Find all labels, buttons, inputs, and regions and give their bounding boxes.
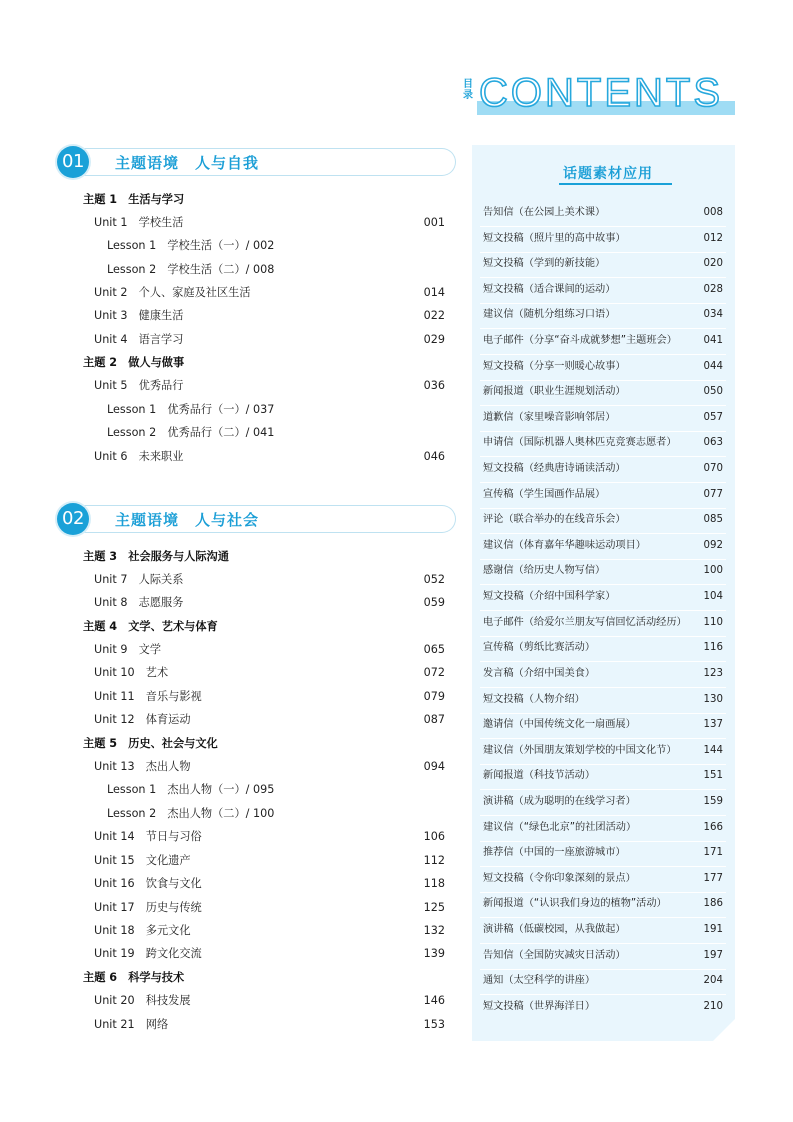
toc-page: 106	[423, 830, 445, 843]
toc-lesson-row[interactable]	[107, 401, 445, 419]
panel-item-page: 130	[703, 694, 723, 705]
panel-item-label: 道歉信（家里噪音影响邻居）	[483, 412, 616, 423]
panel-item-page: 057	[703, 412, 723, 423]
section-title-b: 人与社会	[195, 511, 260, 529]
panel-divider	[480, 226, 726, 227]
panel-divider	[480, 328, 726, 329]
panel-item-label: 建议信（外国朋友策划学校的中国文化节）	[483, 745, 677, 756]
toc-unit-row[interactable]	[94, 284, 445, 302]
panel-cut-corner	[713, 1019, 735, 1041]
panel-item[interactable]	[483, 537, 723, 555]
panel-divider	[480, 405, 726, 406]
toc-label: Unit 16 饮食与文化	[94, 877, 202, 890]
panel-item-page: 041	[703, 335, 723, 346]
panel-item[interactable]	[483, 204, 723, 222]
toc-theme-row[interactable]	[83, 735, 445, 753]
toc-unit-row[interactable]	[94, 758, 445, 776]
toc-page: 059	[423, 596, 445, 609]
panel-item-page: 070	[703, 463, 723, 474]
toc-label: Lesson 2 学校生活（二）/ 008	[107, 263, 275, 276]
toc-label: Unit 6 未来职业	[94, 450, 184, 463]
toc-page: 146	[423, 994, 445, 1007]
toc-label: 主题 1 生活与学习	[83, 193, 185, 206]
panel-item-label: 宣传稿（剪纸比赛活动）	[483, 642, 596, 653]
toc-theme-row[interactable]	[83, 548, 445, 566]
section-header-01	[57, 146, 455, 178]
panel-item[interactable]	[483, 793, 723, 811]
panel-item-page: 144	[703, 745, 723, 756]
toc-label: Lesson 2 优秀品行（二）/ 041	[107, 426, 275, 439]
panel-item[interactable]	[483, 434, 723, 452]
panel-item-label: 新闻报道（职业生涯规划活动）	[483, 386, 626, 397]
panel-divider	[480, 789, 726, 790]
toc-unit-row[interactable]	[94, 377, 445, 395]
panel-item-label: 短文投稿（分享一则暖心故事）	[483, 361, 626, 372]
panel-item[interactable]	[483, 306, 723, 324]
panel-item-page: 063	[703, 437, 723, 448]
section-number: 01	[57, 146, 89, 178]
toc-lesson-row[interactable]	[107, 424, 445, 442]
panel-item-label: 建议信（“绿色北京”的社团活动）	[483, 822, 637, 833]
section-title-a: 主题语境	[115, 154, 180, 172]
panel-divider	[480, 508, 726, 509]
panel-item-page: 210	[703, 1001, 723, 1012]
toc-unit-row[interactable]	[94, 594, 445, 612]
toc-label: Unit 4 语言学习	[94, 333, 184, 346]
panel-divider	[480, 815, 726, 816]
toc-label: Unit 14 节日与习俗	[94, 830, 202, 843]
panel-item-label: 短文投稿（令你印象深刻的景点）	[483, 873, 636, 884]
panel-divider	[480, 533, 726, 534]
panel-item-label: 短文投稿（人物介绍）	[483, 694, 585, 705]
panel-title-underline	[559, 183, 672, 185]
toc-label: 主题 3 社会服务与人际沟通	[83, 550, 229, 563]
panel-item-label: 告知信（在公园上美术课）	[483, 207, 606, 218]
toc-label: Unit 12 体育运动	[94, 713, 191, 726]
toc-lesson-row[interactable]	[107, 805, 445, 823]
panel-divider	[480, 764, 726, 765]
panel-item-label: 短文投稿（介绍中国科学家）	[483, 591, 616, 602]
panel-item-label: 感谢信（给历史人物写信）	[483, 565, 606, 576]
panel-divider	[480, 994, 726, 995]
toc-unit-row[interactable]	[94, 688, 445, 706]
panel-item[interactable]	[483, 639, 723, 657]
panel-item-page: 110	[703, 617, 723, 628]
toc-label: Unit 8 志愿服务	[94, 596, 184, 609]
section-title-a: 主题语境	[115, 511, 180, 529]
panel-item-page: 044	[703, 361, 723, 372]
panel-title: 话题素材应用	[563, 166, 653, 182]
toc-unit-row[interactable]	[94, 828, 445, 846]
panel-item[interactable]	[483, 486, 723, 504]
panel-divider	[480, 559, 726, 560]
toc-page: 052	[423, 573, 445, 586]
toc-page: 046	[423, 450, 445, 463]
panel-divider	[480, 892, 726, 893]
panel-item-page: 166	[703, 822, 723, 833]
panel-item-label: 电子邮件（分享“奋斗成就梦想”主题班会）	[483, 335, 677, 346]
toc-page: 072	[423, 666, 445, 679]
section-title	[115, 152, 275, 173]
toc-label: Lesson 2 杰出人物（二）/ 100	[107, 807, 275, 820]
toc-label: Unit 5 优秀品行	[94, 379, 184, 392]
toc-label: Unit 19 跨文化交流	[94, 947, 202, 960]
toc-page: 125	[423, 901, 445, 914]
toc-label: Unit 21 网络	[94, 1018, 169, 1031]
panel-item-page: 159	[703, 796, 723, 807]
toc-unit-row[interactable]	[94, 664, 445, 682]
panel-item-label: 电子邮件（给爱尔兰朋友写信回忆活动经历）	[483, 617, 687, 628]
panel-item-label: 短文投稿（经典唐诗诵读活动）	[483, 463, 626, 474]
panel-item-page: 104	[703, 591, 723, 602]
panel-item[interactable]	[483, 614, 723, 632]
panel-item-page: 137	[703, 719, 723, 730]
toc-unit-row[interactable]	[94, 448, 445, 466]
toc-label: 主题 4 文学、艺术与体育	[83, 620, 218, 633]
panel-item[interactable]	[483, 358, 723, 376]
panel-item[interactable]	[483, 998, 723, 1016]
panel-item-page: 092	[703, 540, 723, 551]
panel-item-label: 建议信（体育嘉年华趣味运动项目）	[483, 540, 646, 551]
panel-divider	[480, 610, 726, 611]
panel-divider	[480, 431, 726, 432]
panel-item[interactable]	[483, 665, 723, 683]
section-header-02	[57, 503, 455, 535]
panel-item[interactable]	[483, 947, 723, 965]
panel-divider	[480, 380, 726, 381]
panel-item-page: 197	[703, 950, 723, 961]
toc-unit-row[interactable]	[94, 641, 445, 659]
panel-item-page: 116	[703, 642, 723, 653]
panel-divider	[480, 252, 726, 253]
toc-lesson-row[interactable]	[107, 237, 445, 255]
panel-divider	[480, 738, 726, 739]
panel-item-label: 短文投稿（适合课间的运动）	[483, 284, 616, 295]
header-cn-label: 目录	[463, 79, 473, 101]
panel-item[interactable]	[483, 332, 723, 350]
panel-item[interactable]	[483, 588, 723, 606]
toc-label: Unit 7 人际关系	[94, 573, 184, 586]
section-title-b: 人与自我	[195, 154, 260, 172]
panel-item-page: 028	[703, 284, 723, 295]
panel-divider	[480, 713, 726, 714]
panel-item-label: 评论（联合举办的在线音乐会）	[483, 514, 626, 525]
toc-page: 065	[423, 643, 445, 656]
panel-item-label: 通知（太空科学的讲座）	[483, 975, 596, 986]
toc-page: 132	[423, 924, 445, 937]
toc-label: 主题 6 科学与技术	[83, 971, 185, 984]
panel-item-page: 204	[703, 975, 723, 986]
panel-item-label: 宣传稿（学生国画作品展）	[483, 489, 606, 500]
toc-label: Unit 18 多元文化	[94, 924, 191, 937]
toc-label: 主题 5 历史、社会与文化	[83, 737, 218, 750]
panel-item-page: 020	[703, 258, 723, 269]
toc-label: Unit 10 艺术	[94, 666, 169, 679]
panel-divider	[480, 917, 726, 918]
toc-unit-row[interactable]	[94, 992, 445, 1010]
toc-label: Lesson 1 优秀品行（一）/ 037	[107, 403, 275, 416]
panel-item[interactable]	[483, 972, 723, 990]
panel-item[interactable]	[483, 562, 723, 580]
panel-item-page: 177	[703, 873, 723, 884]
toc-theme-row[interactable]	[83, 354, 445, 372]
panel-item[interactable]	[483, 511, 723, 529]
toc-label: Lesson 1 杰出人物（一）/ 095	[107, 783, 275, 796]
section-number: 02	[57, 503, 89, 535]
panel-item-label: 邀请信（中国传统文化一扇画展）	[483, 719, 636, 730]
panel-item[interactable]	[483, 844, 723, 862]
toc-unit-row[interactable]	[94, 214, 445, 232]
panel-item-label: 推荐信（中国的一座旅游城市）	[483, 847, 626, 858]
section-title	[115, 509, 275, 530]
panel-item[interactable]	[483, 819, 723, 837]
toc-page: 087	[423, 713, 445, 726]
toc-label: Lesson 1 学校生活（一）/ 002	[107, 239, 275, 252]
toc-page: 014	[423, 286, 445, 299]
toc-page: 112	[423, 854, 445, 867]
panel-item[interactable]	[483, 460, 723, 478]
panel-divider	[480, 482, 726, 483]
toc-unit-row[interactable]	[94, 571, 445, 589]
panel-item-label: 演讲稿（低碳校园，从我做起）	[483, 924, 626, 935]
panel-divider	[480, 354, 726, 355]
panel-item-page: 050	[703, 386, 723, 397]
header-en-label: CONTENTS	[479, 71, 723, 115]
panel-item-label: 演讲稿（成为聪明的在线学习者）	[483, 796, 636, 807]
toc-lesson-row[interactable]	[107, 261, 445, 279]
toc-unit-row[interactable]	[94, 852, 445, 870]
toc-unit-row[interactable]	[94, 331, 445, 349]
toc-label: Unit 2 个人、家庭及社区生活	[94, 286, 251, 299]
panel-item-page: 100	[703, 565, 723, 576]
panel-item[interactable]	[483, 691, 723, 709]
toc-unit-row[interactable]	[94, 945, 445, 963]
panel-item[interactable]	[483, 383, 723, 401]
toc-label: Unit 15 文化遗产	[94, 854, 191, 867]
panel-item[interactable]	[483, 281, 723, 299]
toc-unit-row[interactable]	[94, 307, 445, 325]
panel-item-label: 短文投稿（世界海洋日）	[483, 1001, 596, 1012]
panel-item-page: 171	[703, 847, 723, 858]
panel-item-label: 新闻报道（“认识我们身边的植物”活动）	[483, 898, 667, 909]
panel-item-page: 012	[703, 233, 723, 244]
panel-item[interactable]	[483, 742, 723, 760]
panel-item[interactable]	[483, 767, 723, 785]
toc-label: 主题 2 做人与做事	[83, 356, 185, 369]
toc-unit-row[interactable]	[94, 875, 445, 893]
panel-item-page: 123	[703, 668, 723, 679]
panel-item-page: 008	[703, 207, 723, 218]
panel-item[interactable]	[483, 409, 723, 427]
toc-page: 139	[423, 947, 445, 960]
panel-item[interactable]	[483, 895, 723, 913]
toc-lesson-row[interactable]	[107, 781, 445, 799]
panel-divider	[480, 584, 726, 585]
panel-divider	[480, 277, 726, 278]
panel-divider	[480, 969, 726, 970]
toc-label: Unit 9 文学	[94, 643, 162, 656]
panel-divider	[480, 687, 726, 688]
panel-item-page: 186	[703, 898, 723, 909]
panel-divider	[480, 841, 726, 842]
toc-label: Unit 20 科技发展	[94, 994, 191, 1007]
toc-label: Unit 1 学校生活	[94, 216, 184, 229]
toc-theme-row[interactable]	[83, 969, 445, 987]
toc-label: Unit 11 音乐与影视	[94, 690, 202, 703]
toc-page: 001	[423, 216, 445, 229]
panel-divider	[480, 456, 726, 457]
toc-page: 118	[423, 877, 445, 890]
toc-page: 022	[423, 309, 445, 322]
panel-divider	[480, 303, 726, 304]
panel-divider	[480, 943, 726, 944]
toc-page: 153	[423, 1018, 445, 1031]
panel-item-label: 短文投稿（学到的新技能）	[483, 258, 606, 269]
toc-page: 029	[423, 333, 445, 346]
toc-label: Unit 3 健康生活	[94, 309, 184, 322]
panel-item-label: 发言稿（介绍中国美食）	[483, 668, 596, 679]
toc-unit-row[interactable]	[94, 922, 445, 940]
panel-item[interactable]	[483, 870, 723, 888]
toc-unit-row[interactable]	[94, 711, 445, 729]
panel-item-label: 短文投稿（照片里的高中故事）	[483, 233, 626, 244]
panel-item-label: 申请信（国际机器人奥林匹克竞赛志愿者）	[483, 437, 677, 448]
toc-theme-row[interactable]	[83, 618, 445, 636]
toc-page: 079	[423, 690, 445, 703]
toc-page: 094	[423, 760, 445, 773]
panel-item-page: 151	[703, 770, 723, 781]
toc-unit-row[interactable]	[94, 1016, 445, 1034]
panel-item-page: 034	[703, 309, 723, 320]
toc-theme-row[interactable]	[83, 191, 445, 209]
toc-page: 036	[423, 379, 445, 392]
panel-item[interactable]	[483, 230, 723, 248]
panel-divider	[480, 866, 726, 867]
panel-item-page: 077	[703, 489, 723, 500]
panel-item-page: 085	[703, 514, 723, 525]
toc-unit-row[interactable]	[94, 899, 445, 917]
panel-item-label: 告知信（全国防灾减灾日活动）	[483, 950, 626, 961]
toc-label: Unit 17 历史与传统	[94, 901, 202, 914]
toc-label: Unit 13 杰出人物	[94, 760, 191, 773]
contents-header	[463, 73, 735, 117]
panel-item-label: 新闻报道（科技节活动）	[483, 770, 596, 781]
panel-item-page: 191	[703, 924, 723, 935]
panel-item-label: 建议信（随机分组练习口语）	[483, 309, 616, 320]
panel-item[interactable]	[483, 716, 723, 734]
panel-divider	[480, 636, 726, 637]
panel-item[interactable]	[483, 921, 723, 939]
panel-item[interactable]	[483, 255, 723, 273]
panel-divider	[480, 661, 726, 662]
